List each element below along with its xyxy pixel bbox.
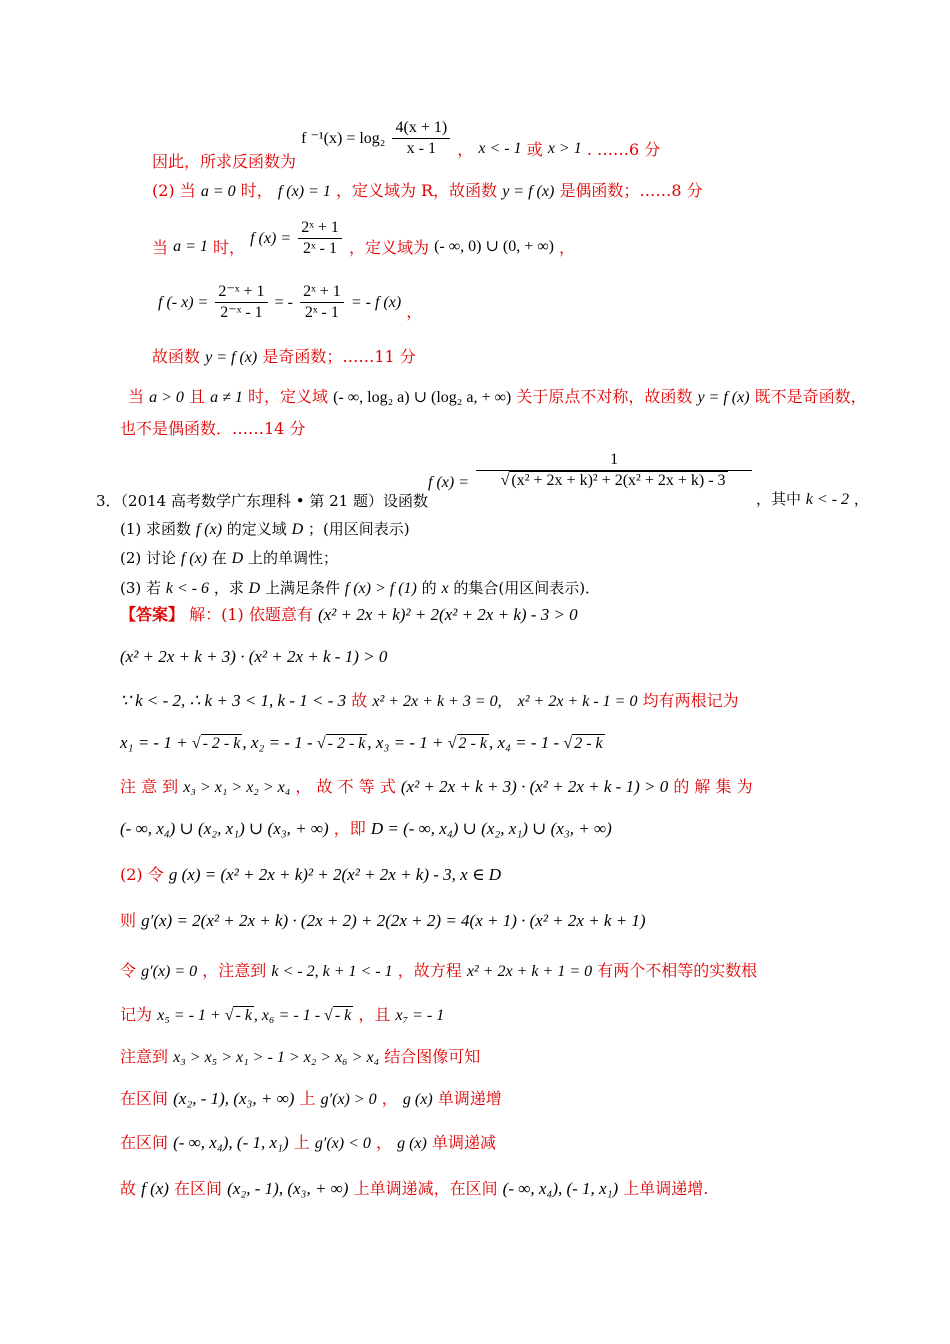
formula: g′(x) = 0 — [141, 963, 198, 980]
case-a1-line — [152, 218, 575, 259]
answer-line-12 — [120, 1088, 502, 1111]
formula: , x₃ = - 1 + — [367, 733, 448, 752]
formula: k < - 6 — [165, 580, 210, 597]
text: 上的单调性； — [247, 549, 338, 567]
text: 有两个不相等的实数根 — [597, 961, 758, 980]
problem3-function — [428, 450, 754, 491]
text: 且 — [189, 387, 206, 406]
text: ，即 — [333, 819, 366, 838]
text: 在区间 — [120, 1133, 169, 1152]
formula: f (x) = 1 — [277, 183, 331, 200]
formula: f (- x) = — [158, 294, 209, 311]
score: . ……6 分 — [586, 140, 661, 159]
text: 记为 — [120, 1005, 153, 1024]
answer-line-2 — [120, 646, 387, 668]
answer-line-11 — [120, 1046, 480, 1069]
text: 因此，所求反函数为 — [152, 152, 297, 171]
sqrt-radicand: - 2 - k — [202, 735, 241, 752]
formula: (x² + 2x + k + 3) · (x² + 2x + k - 1) > 0 — [120, 647, 388, 666]
formula: = - f (x) — [350, 294, 402, 311]
text: 3．（2014 高考数学广东理科 • 第 21 题）设函数 — [96, 492, 428, 510]
text: 当 — [128, 387, 145, 406]
answer-line-10: 记为 x₅ = - 1 + √ - k , x₆ = - 1 - √ - k ，且 x₇ = - 1 — [120, 1005, 445, 1024]
answer-line-1 — [120, 604, 578, 626]
text: 是偶函数；……8 分 — [559, 181, 703, 200]
formula: x² + 2x + k + 3 = 0, x² + 2x + k - 1 = 0 — [372, 693, 638, 710]
text: 令 — [120, 961, 137, 980]
text: 上 — [299, 1089, 316, 1108]
fraction — [215, 282, 267, 323]
question-2 — [120, 547, 338, 570]
question-1 — [120, 518, 410, 541]
text: ， — [406, 302, 423, 321]
text: 在区间 — [120, 1089, 169, 1108]
sqrt-radicand: 2 - k — [458, 735, 487, 752]
text: 上 — [293, 1133, 310, 1152]
formula: g′(x) > 0 — [320, 1091, 377, 1108]
text: 均有两根记为 — [642, 691, 739, 710]
case-a0-line — [152, 180, 703, 203]
text: 的集合(用区间表示)． — [453, 579, 601, 597]
formula: ∵ k < - 2, ∴ k + 3 < 1, k - 1 < - 3 — [120, 691, 347, 710]
formula: g′(x) < 0 — [314, 1135, 371, 1152]
text: 关于原点不对称，故函数 — [516, 387, 693, 406]
text: ， 故 不 等 式 — [295, 777, 396, 796]
text: (1) 求函数 — [120, 520, 192, 538]
text: 故 — [351, 691, 368, 710]
inverse-function-line: 因此，所求反函数为 f ⁻¹(x) = log₂ $\frac{4(x + 1)}{x - 1}$ ， x < - 1 或 x > 1 . ……6 分 — [152, 119, 661, 171]
formula: a = 1 — [173, 238, 208, 255]
formula: (- ∞, x₄), (- 1, x₁) — [502, 1179, 619, 1198]
text: ，求 — [213, 579, 244, 597]
formula: a = 0 — [200, 183, 236, 200]
text: 时，定义域 — [247, 387, 328, 406]
fraction — [476, 450, 752, 491]
text: 的定义域 — [226, 520, 287, 538]
text: 是奇函数；……11 分 — [262, 347, 416, 366]
formula: (- ∞, x₄) ∪ (x₂, x₁) ∪ (x₃, + ∞) — [120, 819, 329, 838]
odd-conclusion-line — [152, 346, 416, 369]
text: ；(用区间表示) — [307, 520, 410, 538]
formula: y = f (x) — [502, 183, 555, 200]
text: (2) 讨论 — [120, 549, 177, 567]
text: 也不是偶函数．……14 分 — [120, 419, 306, 438]
answer-line-13 — [120, 1132, 496, 1155]
denominator: x - 1 — [406, 140, 436, 157]
denominator: 2ˣ - 1 — [303, 240, 337, 257]
formula: f (x) — [195, 521, 223, 538]
text: ，其中 — [756, 490, 802, 508]
formula: a ≠ 1 — [210, 389, 243, 406]
text: ，定义域为 R，故函数 — [335, 181, 498, 200]
text: 上满足条件 — [264, 579, 340, 597]
text: 时， — [240, 181, 273, 200]
formula: , x₂ = - 1 - — [242, 733, 317, 752]
numerator: 2ˣ + 1 — [298, 218, 342, 239]
formula: , x₆ = - 1 - — [253, 1007, 325, 1024]
denominator: 2⁻ˣ - 1 — [220, 304, 263, 321]
problem3-stem-end — [756, 488, 869, 511]
formula: x > 1 — [547, 140, 582, 157]
formula: f ⁻¹(x) = log₂ — [301, 130, 386, 147]
text: 结合图像可知 — [384, 1047, 481, 1066]
odd-check-line — [158, 282, 422, 323]
text: 的 — [421, 579, 437, 597]
text: 注 意 到 — [120, 777, 179, 796]
text: 注意到 — [120, 1047, 169, 1066]
text: 上单调递减，在区间 — [353, 1179, 498, 1198]
formula: (x₂, - 1), (x₃, + ∞) — [227, 1179, 349, 1198]
text: 的 解 集 为 — [673, 777, 753, 796]
sqrt-radicand: 2 - k — [574, 735, 603, 752]
text: (3) 若 — [120, 579, 162, 597]
text: ，且 — [358, 1005, 391, 1024]
formula: x — [441, 580, 449, 597]
numerator: 2⁻ˣ + 1 — [215, 282, 267, 303]
numerator: 1 — [476, 450, 752, 471]
formula: D = (- ∞, x₄) ∪ (x₂, x₁) ∪ (x₃, + ∞) — [370, 819, 612, 838]
text: ， — [375, 1133, 392, 1152]
formula: f (x) — [141, 1179, 169, 1198]
formula: g (x) = (x² + 2x + k)² + 2(x² + 2x + k) - 3, x ∈ D — [168, 865, 502, 884]
formula: x₁ = - 1 + — [120, 733, 192, 752]
text: 时， — [213, 238, 246, 257]
formula: f (x) — [180, 550, 208, 567]
text: (2) 令 — [120, 865, 164, 884]
formula: (x² + 2x + k)² + 2(x² + 2x + k) - 3 > 0 — [317, 605, 578, 624]
formula: (- ∞, x₄), (- 1, x₁) — [173, 1133, 289, 1152]
numerator: 2ˣ + 1 — [300, 282, 344, 303]
formula: y = f (x) — [697, 389, 750, 406]
denominator: 2ˣ - 1 — [304, 304, 339, 321]
text: 单调递增 — [437, 1089, 502, 1108]
text: 则 — [120, 911, 137, 930]
text: 故函数 — [152, 347, 201, 366]
text: 解：(1) 依题意有 — [189, 605, 313, 624]
formula: D — [231, 550, 244, 567]
text: ，故方程 — [397, 961, 462, 980]
formula: (x₂, - 1), (x₃, + ∞) — [173, 1089, 295, 1108]
fraction — [298, 218, 342, 259]
answer-line-6 — [120, 818, 612, 840]
formula: y = f (x) — [205, 349, 258, 366]
answer-line-9 — [120, 960, 757, 983]
answer-line-5 — [120, 776, 753, 799]
formula: k < - 2, k + 1 < - 1 — [271, 963, 393, 980]
formula: f (x) = — [428, 474, 469, 491]
answer-line-4-roots: x₁ = - 1 + √ - 2 - k , x₂ = - 1 - √ - 2 - k , x₃ = - 1 + √ 2 - k , x₄ = - 1 - √ 2 - k — [120, 733, 603, 752]
not-even-line — [120, 418, 305, 440]
text: ， — [853, 490, 869, 508]
text: 上单调递增. — [623, 1179, 709, 1198]
formula: k < - 2 — [805, 491, 850, 508]
formula: x₅ = - 1 + — [157, 1007, 225, 1024]
text: ， — [381, 1089, 398, 1108]
answer-tag: 【答案】 — [120, 605, 185, 624]
text: 或 — [526, 140, 543, 159]
text: 故 — [120, 1179, 137, 1198]
sqrt-radicand: - 2 - k — [327, 735, 366, 752]
text: 在区间 — [174, 1179, 223, 1198]
text: 在 — [211, 549, 227, 567]
formula: , x₄ = - 1 - — [488, 733, 564, 752]
formula: x₇ = - 1 — [395, 1007, 445, 1024]
formula: x₃ > x₅ > x₁ > - 1 > x₂ > x₆ > x₄ — [173, 1049, 380, 1066]
formula: x < - 1 — [478, 140, 522, 157]
formula: (- ∞, 0) ∪ (0, + ∞) — [434, 238, 554, 255]
formula: (- ∞, log₂ a) ∪ (log₂ a, + ∞) — [333, 389, 512, 406]
text: 单调递减 — [431, 1133, 496, 1152]
text: ，定义域为 — [348, 238, 429, 257]
formula: f (x) = — [250, 230, 292, 247]
answer-line-7 — [120, 864, 501, 886]
formula: D — [291, 521, 304, 538]
answer-line-8 — [120, 910, 646, 932]
formula: D — [248, 580, 261, 597]
formula: g′(x) = 2(x² + 2x + k) · (2x + 2) + 2(2x + 2) = 4(x + 1) · (x² + 2x + k + 1) — [141, 911, 646, 930]
text: ，注意到 — [202, 961, 267, 980]
formula: x² + 2x + k + 1 = 0 — [466, 963, 593, 980]
text: ， — [559, 238, 576, 257]
answer-line-14 — [120, 1178, 708, 1200]
numerator: 4(x + 1) — [392, 118, 450, 139]
question-3 — [120, 577, 600, 600]
formula: g (x) — [397, 1135, 427, 1152]
text: (2) 当 — [152, 181, 196, 200]
answer-line-3 — [120, 690, 739, 713]
sqrt-radicand: - k — [235, 1007, 252, 1024]
problem3-stem — [96, 490, 428, 512]
text: 既不是奇函数， — [754, 387, 867, 406]
sqrt-radicand: (x² + 2x + k)² + 2(x² + 2x + k) - 3 — [511, 472, 726, 489]
formula: = - — [274, 294, 293, 311]
formula: f (x) > f (1) — [344, 580, 417, 597]
formula: (x² + 2x + k + 3) · (x² + 2x + k - 1) > 0 — [400, 777, 669, 796]
formula: x₃ > x₁ > x₂ > x₄ — [183, 779, 291, 796]
case-general-line — [128, 386, 867, 409]
formula: a > 0 — [149, 389, 184, 406]
formula: g (x) — [402, 1091, 433, 1108]
fraction — [300, 282, 344, 323]
fraction — [392, 118, 450, 159]
sqrt-radicand: - k — [334, 1007, 352, 1024]
text: 当 — [152, 238, 169, 257]
denominator: √ (x² + 2x + k)² + 2(x² + 2x + k) - 3 — [500, 472, 726, 489]
